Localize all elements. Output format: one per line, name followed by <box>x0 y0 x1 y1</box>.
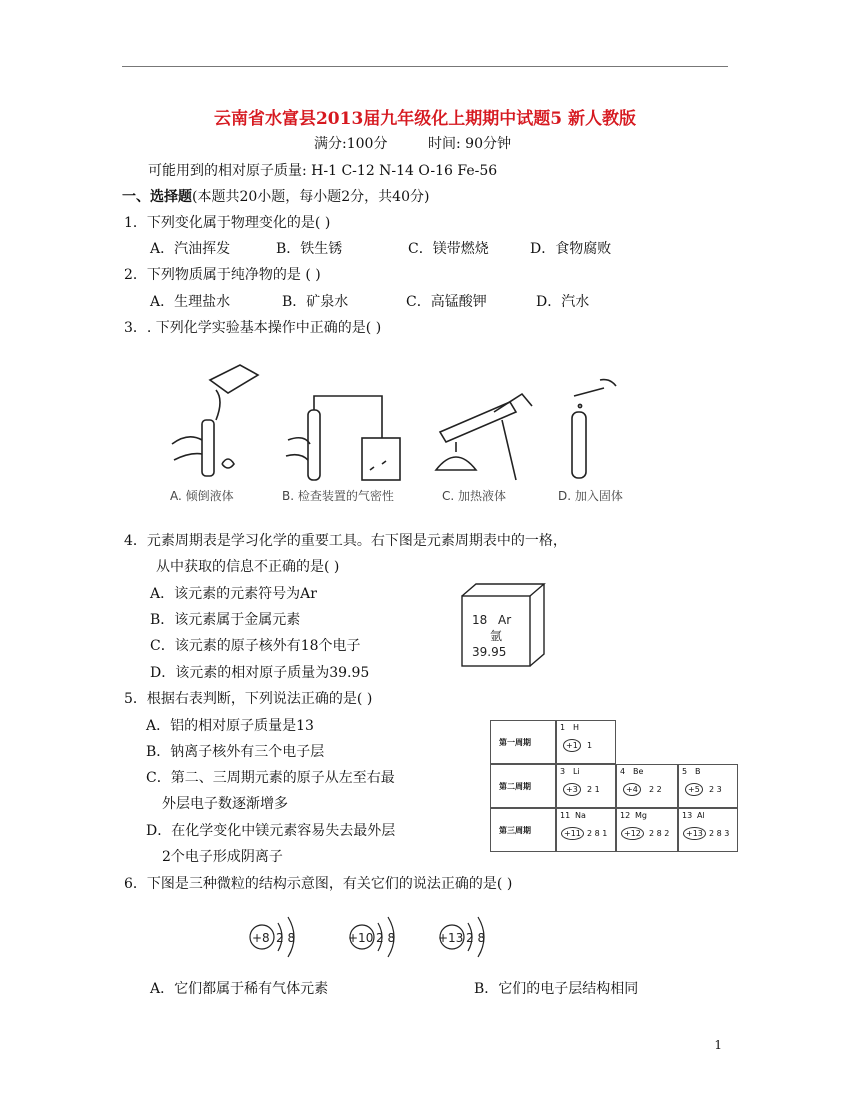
q3-stem: 3．. 下列化学实验基本操作中正确的是( ) <box>124 320 382 336</box>
q4-stem: 4．元素周期表是学习化学的重要工具。右下图是元素周期表中的一格， <box>124 533 567 549</box>
element-cell-be <box>616 764 678 808</box>
element-li-number: 3 <box>560 767 566 776</box>
lab-operations-figure <box>160 360 670 510</box>
element-be-symbol: Be <box>633 767 644 776</box>
q4-option-a: A．该元素的元素符号为Ar <box>150 586 317 602</box>
element-b-shells: 2 3 <box>709 785 722 794</box>
particle-2-shells: 2 8 <box>376 931 396 945</box>
q1-option-b: B．铁生锈 <box>276 241 343 257</box>
element-mg-symbol: Mg <box>635 811 647 820</box>
particle-1-shells: 2 8 <box>276 931 296 945</box>
element-mg-number: 12 <box>620 811 631 820</box>
q3-caption-b: B. 检查装置的气密性 <box>282 489 394 503</box>
argon-mass: 39.95 <box>472 645 507 659</box>
argon-symbol: Ar <box>498 613 512 627</box>
element-b-number: 5 <box>682 767 688 776</box>
argon-number: 18 <box>472 613 488 627</box>
element-cell-al <box>678 808 738 852</box>
period-1-header <box>490 720 556 764</box>
element-cell-mg <box>616 808 678 852</box>
q2-option-b: B．矿泉水 <box>282 294 349 310</box>
particle-2-nucleus: +10 <box>348 931 374 945</box>
page-number: 1 <box>714 1038 722 1052</box>
q6-option-a: A．它们都属于稀有气体元素 <box>150 981 329 997</box>
period-1-label: 第一周期 <box>499 738 531 747</box>
q5-option-d: D．在化学变化中镁元素容易失去最外层 <box>146 823 396 839</box>
element-al-number: 13 <box>682 811 693 820</box>
q4-option-d: D．该元素的相对原子质量为39.95 <box>150 665 370 681</box>
element-cell-na <box>556 808 616 852</box>
q6-stem: 6．下图是三种微粒的结构示意图，有关它们的说法正确的是( ) <box>124 876 513 892</box>
element-cell-li <box>556 764 616 808</box>
argon-name: 氩 <box>490 629 503 643</box>
q5-option-a: A．铝的相对原子质量是13 <box>146 718 314 734</box>
section-note: (本题共20小题，每小题2分，共40分) <box>192 189 430 205</box>
q5-option-b: B．钠离子核外有三个电子层 <box>146 744 325 760</box>
q6-option-b: B．它们的电子层结构相同 <box>474 981 639 997</box>
q5-stem: 5．根据右表判断，下列说法正确的是( ) <box>124 691 373 707</box>
period-3-header <box>490 808 556 852</box>
element-be-shells: 2 2 <box>649 785 662 794</box>
element-h-symbol: H <box>573 723 580 732</box>
element-h-number: 1 <box>560 723 566 732</box>
element-cell-b <box>678 764 738 808</box>
pouring-liquid-drawing <box>172 365 258 476</box>
element-al-shells: 2 8 3 <box>709 829 730 838</box>
q2-option-d: D．汽水 <box>536 294 590 310</box>
q1-option-a: A．汽油挥发 <box>150 241 231 257</box>
q5-option-c: C．第二、三周期元素的原子从左至右最 <box>146 770 395 786</box>
page-title: 云南省水富县2013届九年级化上期期中试题5 新人教版 <box>213 109 637 129</box>
element-li-nucleus: +3 <box>563 783 581 796</box>
period-3-label: 第三周期 <box>499 826 531 835</box>
element-mg-nucleus: +12 <box>621 827 644 840</box>
section-title: 一、选择题 <box>122 189 192 205</box>
airtightness-drawing <box>286 396 400 480</box>
element-al-nucleus: +13 <box>683 827 706 840</box>
particle-3-shells: 2 8 <box>466 931 486 945</box>
q4-stem-2: 从中获取的信息不正确的是( ) <box>156 559 340 575</box>
score-label: 满分:100分 <box>314 136 388 152</box>
element-h-shells: 1 <box>587 741 593 750</box>
element-na-symbol: Na <box>575 811 586 820</box>
adding-solid-drawing <box>572 380 616 478</box>
element-na-nucleus: +11 <box>561 827 584 840</box>
period-2-label: 第二周期 <box>499 782 531 791</box>
element-b-nucleus: +5 <box>685 783 703 796</box>
atomic-masses: 可能用到的相对原子质量: H-1 C-12 N-14 O-16 Fe-56 <box>148 163 498 179</box>
element-na-number: 11 <box>560 811 571 820</box>
element-li-symbol: Li <box>573 767 580 776</box>
element-li-shells: 2 1 <box>587 785 600 794</box>
section-heading <box>122 186 429 206</box>
element-be-nucleus: +4 <box>623 783 641 796</box>
q1-option-c: C．镁带燃烧 <box>408 241 489 257</box>
q4-option-c: C．该元素的原子核外有18个电子 <box>150 638 361 654</box>
element-mg-shells: 2 8 2 <box>649 829 670 838</box>
heating-liquid-drawing <box>436 394 532 480</box>
q5-option-d-cont: 2个电子形成阴离子 <box>162 849 283 865</box>
element-h-nucleus: +1 <box>563 739 581 752</box>
q3-caption-d: D. 加入固体 <box>558 489 623 503</box>
element-cell-h <box>556 720 616 764</box>
header-rule <box>122 66 728 67</box>
element-be-number: 4 <box>620 767 626 776</box>
q3-caption-a: A. 倾倒液体 <box>170 489 234 503</box>
q1-option-d: D．食物腐败 <box>530 241 612 257</box>
element-b-symbol: B <box>695 767 701 776</box>
q1-stem: 1．下列变化属于物理变化的是( ) <box>124 215 331 231</box>
particle-structure-figure <box>240 905 510 965</box>
period-2-header <box>490 764 556 808</box>
element-na-shells: 2 8 1 <box>587 829 608 838</box>
q2-option-c: C．高锰酸钾 <box>406 294 487 310</box>
q3-caption-c: C. 加热液体 <box>442 489 507 503</box>
element-al-symbol: Al <box>697 811 705 820</box>
q2-stem: 2．下列物质属于纯净物的是 ( ) <box>124 267 321 283</box>
argon-element-cell <box>458 582 550 672</box>
particle-3-nucleus: +13 <box>438 931 464 945</box>
q5-option-c-cont: 外层电子数逐渐增多 <box>162 796 288 812</box>
particle-1-nucleus: +8 <box>252 931 270 945</box>
q2-option-a: A．生理盐水 <box>150 294 231 310</box>
time-label: 时间: 90分钟 <box>428 136 511 152</box>
q4-option-b: B．该元素属于金属元素 <box>150 612 301 628</box>
